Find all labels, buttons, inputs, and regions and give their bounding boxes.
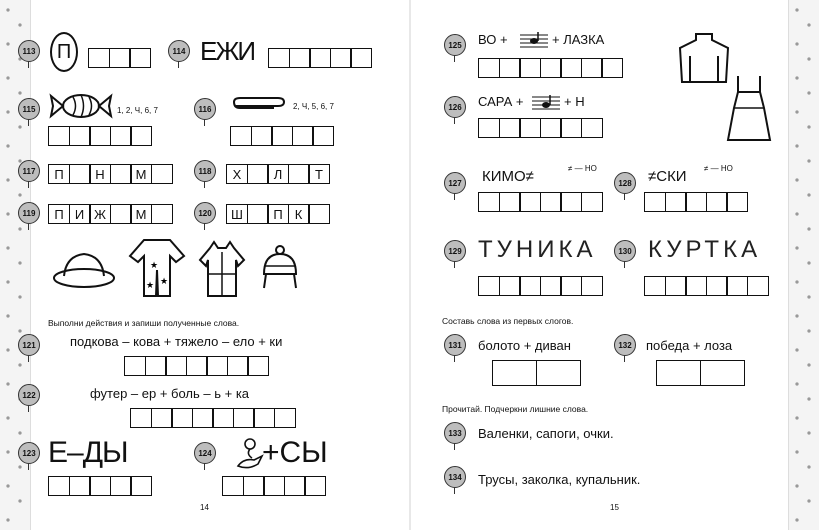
task-132-balloon: 132 (614, 334, 636, 358)
task-131-answer-boxes[interactable] (492, 360, 579, 386)
task-115-balloon: 115 (18, 98, 40, 122)
knit-hat-icon (258, 244, 302, 300)
right-instruction-2: Прочитай. Подчеркни лишние слова. (442, 404, 589, 414)
task-125-left: ВО + (478, 32, 508, 47)
genie-lamp-icon (234, 436, 264, 472)
task-130-balloon: 130 (614, 240, 636, 264)
task-126-balloon: 126 (444, 96, 466, 120)
task-118-balloon: 118 (194, 160, 216, 184)
task-127-balloon: 127 (444, 172, 466, 196)
task-126-left: САРА + (478, 94, 524, 109)
task-118-answer-boxes[interactable]: Х Л Т (226, 164, 329, 184)
task-122-balloon: 122 (18, 384, 40, 408)
task-126-answer-boxes[interactable] (478, 118, 601, 138)
task-129-word: ТУНИКА (478, 236, 597, 263)
task-116-answer-boxes[interactable] (230, 126, 333, 146)
paperclip-icon (230, 94, 288, 112)
left-instruction: Выполни действия и запиши полученные слова. (48, 318, 240, 328)
right-decorative-border (788, 0, 819, 530)
task-113-balloon: 113 (18, 40, 40, 64)
candy-icon (48, 92, 114, 120)
task-127-word: КИМО≠ (482, 168, 534, 185)
task-117-answer-boxes[interactable]: П Н М (48, 164, 171, 184)
task-130-word: КУРТКА (648, 236, 762, 263)
task-120-answer-boxes[interactable]: Ш П К (226, 204, 329, 224)
task-134-balloon: 134 (444, 466, 466, 490)
task-121-answer-boxes[interactable] (124, 356, 268, 376)
pinafore-dress-icon (724, 74, 774, 144)
task-125-answer-boxes[interactable] (478, 58, 622, 78)
task-114-answer-boxes[interactable] (268, 48, 371, 68)
task-129-balloon: 129 (444, 240, 466, 264)
task-134-text: Трусы, заколка, купальник. (478, 472, 641, 487)
task-133-text: Валенки, сапоги, очки. (478, 426, 614, 441)
svg-text:★: ★ (150, 260, 159, 270)
svg-text:★: ★ (146, 280, 155, 290)
task-121-expression: подкова – кова + тяжело – ело + ки (70, 334, 283, 349)
bathrobe-icon (196, 240, 248, 300)
task-124-balloon: 124 (194, 442, 216, 466)
music-staff-icon (520, 32, 548, 50)
task-123-rebus: Е–ДЫ (48, 436, 128, 469)
task-119-balloon: 119 (18, 202, 40, 226)
book-spine (409, 0, 411, 530)
task-128-answer-boxes[interactable] (644, 192, 747, 212)
right-page-number: 15 (610, 503, 619, 512)
task-128-hint: ≠ — НО (704, 164, 733, 173)
task-132-answer-boxes[interactable] (656, 360, 743, 386)
task-116-code: 2, Ч, 5, 6, 7 (293, 102, 334, 111)
task-130-answer-boxes[interactable] (644, 276, 767, 296)
task-122-answer-boxes[interactable] (130, 408, 294, 428)
task-119-answer-boxes[interactable]: П И Ж М (48, 204, 171, 224)
task-128-balloon: 128 (614, 172, 636, 196)
music-staff-icon-2 (532, 94, 560, 112)
right-instruction-1: Составь слова из первых слогов. (442, 316, 574, 326)
task-126-right: + Н (564, 94, 585, 109)
task-113-rebus-glyph: П (50, 32, 78, 72)
pajamas-icon (128, 236, 186, 300)
task-128-word: ≠СКИ (648, 168, 687, 185)
task-133-balloon: 133 (444, 422, 466, 446)
task-125-balloon: 125 (444, 34, 466, 58)
task-123-balloon: 123 (18, 442, 40, 466)
task-124-answer-boxes[interactable] (222, 476, 325, 496)
task-122-expression: футер – ер + боль – ь + ка (90, 386, 250, 401)
task-113-answer-boxes[interactable] (88, 48, 150, 68)
task-114-balloon: 114 (168, 40, 190, 64)
task-127-hint: ≠ — НО (568, 164, 597, 173)
task-125-right: + ЛАЗКА (552, 32, 605, 47)
task-124-rebus: +СЫ (262, 436, 328, 469)
svg-text:★: ★ (160, 276, 169, 286)
task-129-answer-boxes[interactable] (478, 276, 601, 296)
task-131-balloon: 131 (444, 334, 466, 358)
task-121-balloon: 121 (18, 334, 40, 358)
task-116-balloon: 116 (194, 98, 216, 122)
left-page-number: 14 (200, 503, 209, 512)
task-120-balloon: 120 (194, 202, 216, 226)
task-117-balloon: 117 (18, 160, 40, 184)
task-123-answer-boxes[interactable] (48, 476, 151, 496)
task-131-expression: болото + диван (478, 338, 571, 353)
task-132-expression: победа + лоза (646, 338, 733, 353)
task-127-answer-boxes[interactable] (478, 192, 601, 212)
task-115-code: 1, 2, Ч, 6, 7 (117, 106, 158, 115)
hat-icon (50, 248, 118, 292)
task-115-answer-boxes[interactable] (48, 126, 151, 146)
task-114-rebus-glyph: ЕЖИ (200, 36, 255, 66)
